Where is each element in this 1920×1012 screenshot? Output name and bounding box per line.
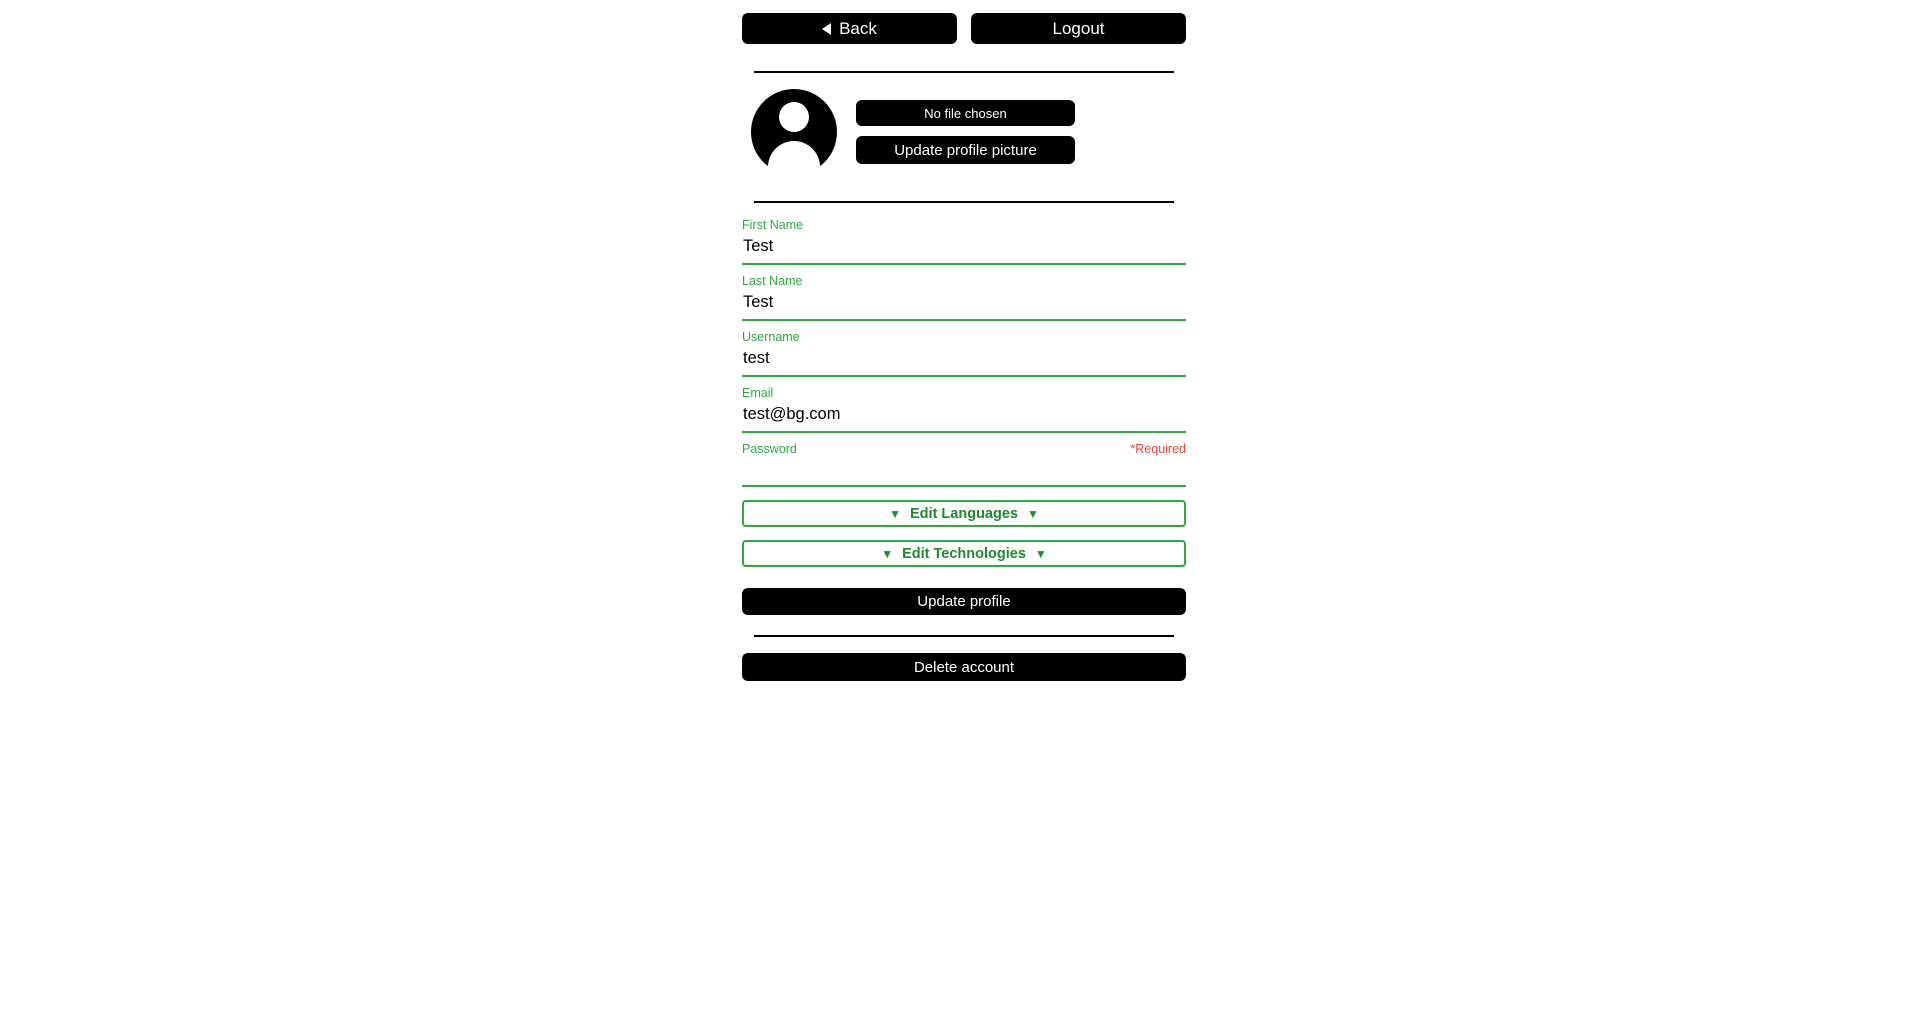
- last-name-label: Last Name: [742, 274, 803, 288]
- password-input[interactable]: [742, 457, 1186, 487]
- avatar-body-icon: [768, 141, 820, 177]
- top-button-row: [742, 0, 1186, 44]
- profile-form: [742, 217, 1186, 615]
- back-button-label: Back: [839, 18, 877, 38]
- edit-technologies-label: Edit Technologies: [902, 545, 1026, 562]
- field-label-row: [742, 273, 1186, 289]
- choose-file-button[interactable]: [856, 100, 1075, 126]
- profile-picture-buttons: [856, 100, 1075, 164]
- last-name-input[interactable]: [742, 289, 1186, 321]
- username-label: Username: [742, 330, 800, 344]
- edit-languages-label: Edit Languages: [910, 505, 1018, 522]
- field-username: [742, 329, 1186, 377]
- logout-button-label: Logout: [1052, 18, 1105, 38]
- field-label-row: [742, 385, 1186, 401]
- file-status-label: No file chosen: [924, 105, 1007, 121]
- first-name-input[interactable]: [742, 233, 1186, 265]
- chevron-down-icon: ▼: [1026, 506, 1039, 521]
- edit-technologies-expander[interactable]: [742, 540, 1186, 567]
- field-password: [742, 441, 1186, 487]
- divider-top: [754, 71, 1174, 73]
- password-required-note: *Required: [1130, 442, 1186, 456]
- field-email: [742, 385, 1186, 433]
- back-arrow-icon: [822, 23, 831, 35]
- field-label-row: [742, 217, 1186, 233]
- update-profile-label: Update profile: [917, 593, 1011, 610]
- divider-bottom: [754, 635, 1174, 637]
- delete-account-label: Delete account: [913, 658, 1015, 676]
- field-first-name: [742, 217, 1186, 265]
- profile-picture-section: [742, 89, 1186, 175]
- divider-middle: [754, 201, 1174, 203]
- back-button[interactable]: [742, 13, 957, 44]
- field-label-row: [742, 329, 1186, 345]
- avatar-head-icon: [779, 102, 809, 132]
- email-input[interactable]: [742, 401, 1186, 433]
- first-name-label: First Name: [742, 218, 804, 232]
- field-label-row: [742, 441, 1186, 457]
- delete-account-button[interactable]: [742, 653, 1186, 681]
- username-input[interactable]: [742, 345, 1186, 377]
- email-label: Email: [742, 386, 774, 400]
- field-last-name: [742, 273, 1186, 321]
- update-profile-picture-button[interactable]: [856, 136, 1075, 164]
- avatar: [751, 89, 837, 175]
- chevron-down-icon: ▼: [889, 506, 902, 521]
- edit-languages-expander[interactable]: [742, 500, 1186, 527]
- password-label: Password: [742, 442, 797, 456]
- logout-button[interactable]: [971, 13, 1186, 44]
- chevron-down-icon: ▼: [1034, 546, 1047, 561]
- update-profile-button[interactable]: [742, 588, 1186, 615]
- chevron-down-icon: ▼: [881, 546, 894, 561]
- profile-column: [742, 0, 1186, 681]
- update-profile-picture-label: Update profile picture: [894, 141, 1037, 159]
